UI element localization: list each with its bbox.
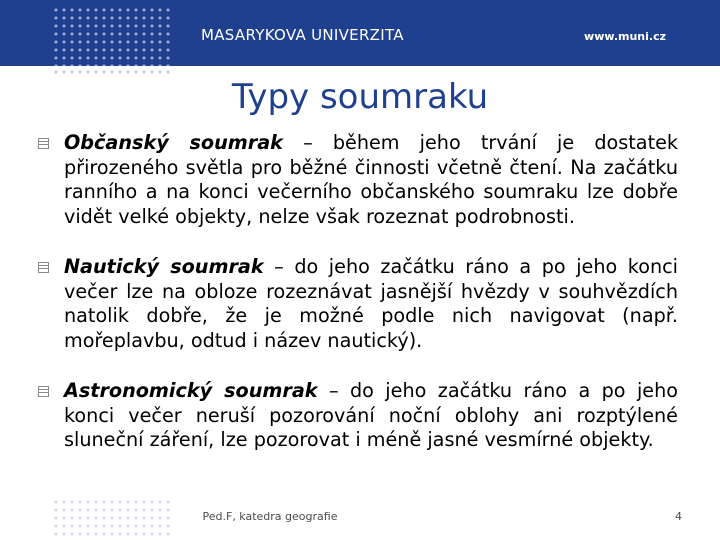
bullet-icon (38, 386, 49, 397)
list-item-text (64, 379, 678, 453)
term-label: Občanský soumrak (64, 131, 283, 154)
university-header (0, 0, 720, 66)
bullet-list (38, 131, 678, 479)
dot-pattern-logo (52, 6, 174, 66)
page-number: 4 (675, 510, 682, 523)
list-item-text (64, 131, 678, 229)
list-item-astronomical-twilight (38, 379, 678, 453)
list-item-nautical-twilight (38, 255, 678, 353)
list-item-text (64, 255, 678, 353)
term-description: – do jeho začátku ráno a po jeho konci večer lze na obloze rozeznávat jasnější hvězdy v souhvězdích natolik dobře, že je možné podle nich navigovat (např. mořeplavbu, odtud i název nautický). (64, 255, 678, 352)
term-description: – během jeho trvání je dostatek přirozeného světla pro běžné činnosti včetně čtení. Na začátku ranního a na konci večerního občanského soumraku lze dobře vidět velké objekty, nelze však rozeznat podrobnosti. (64, 131, 679, 228)
footer-text: Ped.F, katedra geografie (202, 510, 338, 523)
term-label: Astronomický soumrak (64, 379, 318, 402)
bullet-icon (38, 262, 49, 273)
dot-pattern-decoration (52, 68, 174, 76)
list-item-civil-twilight (38, 131, 678, 229)
bullet-icon (38, 138, 49, 149)
university-url: www.muni.cz (584, 30, 666, 43)
term-label: Nautický soumrak (64, 255, 264, 278)
university-name: MASARYKOVA UNIVERZITA (201, 26, 404, 44)
slide-title: Typy soumraku (231, 77, 489, 117)
term-description: – do jeho začátku ráno a po jeho konci večer neruší pozorování noční oblohy ani rozptýlené sluneční záření, lze pozorovat i méně jasné vesmírné objekty. (64, 379, 678, 451)
